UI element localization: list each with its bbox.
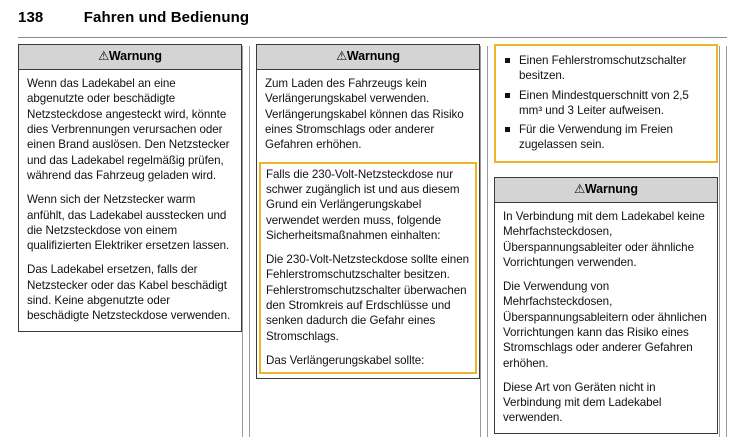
column-1	[18, 44, 242, 437]
warning-header-2	[256, 44, 480, 69]
header-divider	[18, 37, 727, 38]
warning-block-2	[256, 44, 480, 379]
column-separator-2-inner	[487, 46, 488, 437]
square-bullet-icon	[505, 127, 510, 132]
page-number: 138	[18, 9, 44, 26]
warning-heading-label: Warnung	[346, 49, 400, 63]
warning-body-3	[494, 202, 718, 434]
highlighted-text-region	[259, 162, 477, 375]
column-separator-1-inner	[249, 46, 250, 437]
list-item-label: Einen Fehlerstromschutzschalter besitzen.	[519, 54, 687, 83]
square-bullet-icon	[505, 58, 510, 63]
square-bullet-icon	[505, 93, 510, 98]
warning-block-1	[18, 44, 242, 332]
requirements-list	[504, 53, 708, 153]
warning-heading-label: Warnung	[108, 49, 162, 63]
list-item	[504, 122, 708, 153]
warning-paragraph: Die Verwendung von Mehrfachsteckdosen, Überspannungsableitern oder ähnlichen Vorrichtungen kann das Risiko eines Stromschlags oder anderer Gefahren erhöhen.	[503, 280, 707, 370]
warning-block-3	[494, 177, 718, 434]
warning-paragraph: Das Ladekabel ersetzen, falls der Netzstecker oder das Kabel beschädigt sind. Keine abgenutzte oder beschädigte Netzsteckdose verwenden.	[27, 263, 231, 323]
highlighted-paragraph: Die 230-Volt-Netzsteckdose sollte einen Fehlerstromschutzschalter besitzen. Fehlerstromschutzschalter überwachen den Stromkreis auf Erdschlüsse und senken dadurch die Gefahr eines Stromschlags.	[266, 253, 469, 343]
warning-body-2	[256, 69, 480, 379]
warning-header-3	[494, 177, 718, 202]
warning-triangle-icon: ⚠	[98, 49, 109, 63]
highlighted-bullet-box	[494, 44, 718, 163]
column-separator-3-inner	[726, 46, 727, 437]
page-title: Fahren und Bedienung	[83, 9, 250, 26]
highlighted-paragraph: Das Verlängerungskabel sollte:	[266, 353, 425, 367]
warning-triangle-icon: ⚠	[574, 181, 585, 196]
warning-triangle-icon: ⚠	[336, 49, 347, 63]
list-item	[504, 88, 708, 119]
warning-paragraph: Diese Art von Geräten nicht in Verbindung mit dem Ladekabel verwenden.	[503, 380, 662, 425]
column-2	[256, 44, 480, 437]
warning-paragraph: Zum Laden des Fahrzeugs kein Verlängerungskabel verwenden. Verlängerungskabel können das Risiko eines Stromschlags oder anderer Gefahren erhöhen.	[265, 77, 464, 152]
highlighted-paragraph: Falls die 230-Volt-Netzsteckdose nur schwer zugänglich ist und aus diesem Grund ein Verlängerungskabel verwendet werden muss, folgende Sicherheitsmaßnahmen einhalten:	[266, 167, 460, 242]
warning-header-1	[18, 44, 242, 69]
list-item-label: Für die Verwendung im Freien zugelassen sein.	[519, 123, 673, 152]
page-header	[0, 0, 745, 38]
column-separator-1-outer	[242, 46, 243, 437]
warning-heading-label: Warnung	[584, 181, 638, 196]
warning-body-1	[18, 69, 242, 331]
warning-paragraph: Wenn sich der Netzstecker warm anfühlt, das Ladekabel ausstecken und die Netzsteckdose von einem qualifizierten Elektriker ersetzen lassen.	[27, 193, 230, 253]
column-separator-2-outer	[480, 46, 481, 437]
column-separator-3-outer	[719, 46, 720, 437]
list-item	[504, 53, 708, 84]
warning-paragraph: Wenn das Ladekabel an eine abgenutzte oder beschädigte Netzsteckdose angesteckt wird, könnte dies Verbrennungen verursachen oder einen Brand auslösen. Den Netzstecker und das Ladekabel regelmäßig prüfen, während das Fahrzeug geladen wird.	[27, 77, 230, 182]
content-columns	[0, 44, 745, 437]
list-item-label: Einen Mindestquerschnitt von 2,5 mm³ und 3 Leiter aufweisen.	[519, 88, 689, 117]
column-3	[494, 44, 718, 437]
warning-paragraph: In Verbindung mit dem Ladekabel keine Mehrfachsteckdosen, Überspannungsableiter oder ähnliche Vorrichtungen verwenden.	[503, 209, 705, 269]
